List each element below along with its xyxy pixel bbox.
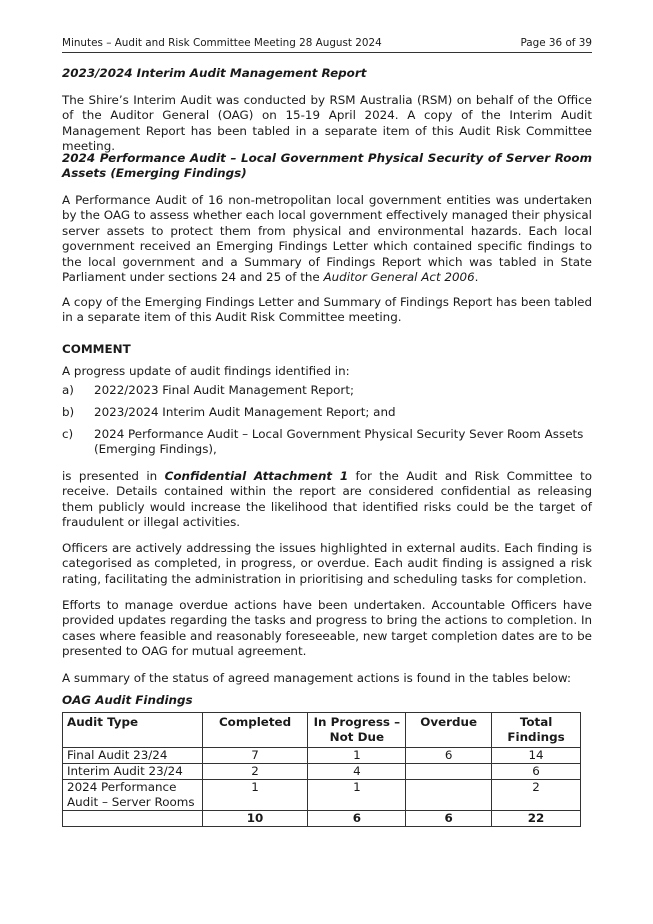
table-title: OAG Audit Findings bbox=[62, 693, 193, 707]
cell-overdue bbox=[406, 780, 492, 811]
confidential-text-start: is presented in bbox=[62, 469, 165, 483]
page-number: Page 36 of 39 bbox=[520, 37, 592, 49]
confidential-paragraph bbox=[62, 469, 592, 531]
oag-findings-table bbox=[62, 712, 581, 827]
table-header-row bbox=[63, 713, 581, 748]
header-audit-type: Audit Type bbox=[63, 713, 203, 748]
cell-in-progress: 1 bbox=[308, 780, 406, 811]
officers-paragraph: Officers are actively addressing the issues highlighted in external audits. Each finding is categorised as completed, in progress, or overdue. Each audit finding is assigned a risk rating, facilitating the administration in prioritising and scheduling tasks for completion. bbox=[62, 541, 592, 586]
cell-completed: 7 bbox=[202, 748, 308, 764]
table-row bbox=[63, 748, 581, 764]
interim-audit-heading: 2023/2024 Interim Audit Management Report bbox=[62, 66, 367, 80]
list-marker: c) bbox=[62, 427, 74, 441]
cell-total: 6 bbox=[492, 764, 581, 780]
list-marker: b) bbox=[62, 405, 75, 419]
overdue-paragraph: Efforts to manage overdue actions have been undertaken. Accountable Officers have provided updates regarding the tasks and progress to bring the actions to completion. In cases where feasible and reasonably foreseeable, new target completion dates are to be presented to OAG for mutual agreement. bbox=[62, 598, 592, 659]
header-overdue: Overdue bbox=[406, 713, 492, 748]
table-row bbox=[63, 780, 581, 811]
table-row bbox=[63, 764, 581, 780]
confidential-attachment-ref: Confidential Attachment 1 bbox=[164, 469, 349, 483]
table-total-row bbox=[63, 811, 581, 827]
header-title: Minutes – Audit and Risk Committee Meeting 28 August 2024 bbox=[62, 37, 382, 49]
list-text: 2023/2024 Interim Audit Management Report; and bbox=[94, 405, 396, 419]
list-marker: a) bbox=[62, 383, 74, 397]
page-header bbox=[62, 37, 592, 49]
performance-audit-text: A Performance Audit of 16 non-metropolitan local government entities was undertaken by the OAG to assess whether each local government effectively managed their physical server assets to protect them from physical and environmental hazards. Each local government received an Emerging Findings Letter which contained specific findings to the local government and a Summary of Findings Report which was tabled in State Parliament under sections 24 and 25 of the bbox=[62, 193, 592, 285]
header-completed: Completed bbox=[202, 713, 308, 748]
performance-audit-paragraph bbox=[62, 193, 592, 285]
cell-total: 14 bbox=[492, 748, 581, 764]
act-name: Auditor General Act 2006 bbox=[323, 270, 475, 285]
cell-audit-type: Final Audit 23/24 bbox=[63, 748, 203, 764]
cell-total-label bbox=[63, 811, 203, 827]
cell-audit-type: Interim Audit 23/24 bbox=[63, 764, 203, 780]
cell-completed: 2 bbox=[202, 764, 308, 780]
cell-total-in-progress: 6 bbox=[308, 811, 406, 827]
cell-total-overdue: 6 bbox=[406, 811, 492, 827]
performance-audit-end: . bbox=[474, 270, 479, 285]
cell-overdue bbox=[406, 764, 492, 780]
list-text: 2022/2023 Final Audit Management Report; bbox=[94, 383, 354, 397]
comment-heading: COMMENT bbox=[62, 342, 131, 356]
performance-audit-heading: 2024 Performance Audit – Local Government Physical Security of Server Room Assets (Emerging Findings) bbox=[62, 151, 592, 181]
comment-intro: A progress update of audit findings identified in: bbox=[62, 364, 350, 378]
cell-total-completed: 10 bbox=[202, 811, 308, 827]
cell-total: 2 bbox=[492, 780, 581, 811]
cell-in-progress: 1 bbox=[308, 748, 406, 764]
list-text: 2024 Performance Audit – Local Government Physical Security Sever Room Assets (Emerging Findings), bbox=[94, 427, 584, 457]
cell-audit-type: 2024 Performance Audit – Server Rooms bbox=[63, 780, 203, 811]
confidential-text-end: for the Audit and Risk Committee to receive. Details contained within the report are considered confidential as releasing them publicly would increase the likelihood that identified risks could be the target of fraudulent or illegal activities. bbox=[62, 469, 593, 530]
cell-in-progress: 4 bbox=[308, 764, 406, 780]
cell-completed: 1 bbox=[202, 780, 308, 811]
summary-paragraph: A summary of the status of agreed management actions is found in the tables below: bbox=[62, 671, 571, 685]
cell-overdue: 6 bbox=[406, 748, 492, 764]
cell-total-findings: 22 bbox=[492, 811, 581, 827]
header-total-findings: Total Findings bbox=[492, 713, 581, 748]
header-in-progress: In Progress – Not Due bbox=[308, 713, 406, 748]
emerging-findings-paragraph: A copy of the Emerging Findings Letter and Summary of Findings Report has been tabled in a separate item of this Audit Risk Committee meeting. bbox=[62, 295, 592, 325]
header-divider bbox=[62, 52, 592, 53]
interim-audit-paragraph: The Shire’s Interim Audit was conducted by RSM Australia (RSM) on behalf of the Office of the Auditor General (OAG) on 15-19 April 2024. A copy of the Interim Audit Management Report has been tabled in a separate item of this Audit Risk Committee meeting. bbox=[62, 93, 592, 154]
